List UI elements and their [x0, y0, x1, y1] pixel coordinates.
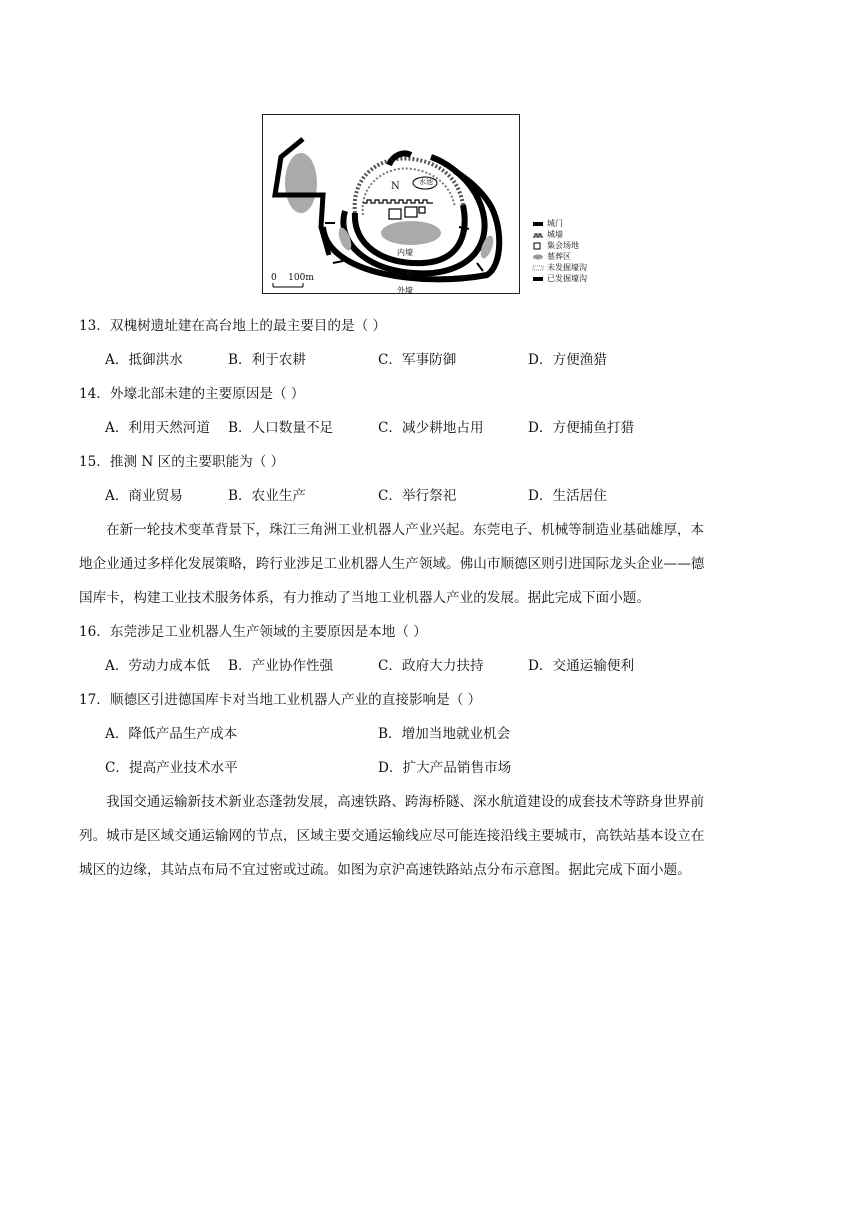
question-15-option-d: D．生活居住: [528, 488, 607, 504]
question-16-option-b: B．产业协作性强: [228, 658, 334, 674]
question-15-option-b: B．农业生产: [228, 488, 306, 504]
scale-label: 0 100m: [271, 273, 314, 283]
north-moat-stub: [389, 153, 411, 165]
question-17-option-d: D．扩大产品销售市场: [378, 760, 512, 776]
question-14-option-d: D．方便捕鱼打猎: [528, 420, 635, 436]
passage-1-line-3: 国库卡，构建工业技术服务体系，有力推动了当地工业机器人产业的发展。据此完成下面小题。: [79, 590, 650, 606]
cemetery-center: [381, 221, 441, 245]
question-17-stem: 17．顺德区引进德国库卡对当地工业机器人产业的直接影响是（ ）: [79, 692, 482, 708]
passage-2-line-2: 列。城市是区域交通运输网的节点，区域主要交通运输线应尽可能连接沿线主要城市，高铁站基本设立在: [79, 828, 705, 844]
city-wall: [363, 200, 433, 203]
question-17-option-c: C．提高产业技术水平: [105, 760, 238, 776]
question-13-option-c: C．军事防御: [378, 352, 457, 368]
question-17-option-b: B．增加当地就业机会: [378, 726, 511, 742]
question-15-option-c: C．举行祭祀: [378, 488, 457, 504]
legend-wall: 城墙: [532, 229, 587, 240]
question-13-stem: 13．双槐树遗址建在高台地上的最主要目的是（ ）: [79, 318, 387, 334]
gate-4: [459, 227, 469, 229]
assembly-square-1: [389, 209, 401, 219]
outer-moat-label: 外壕: [397, 286, 413, 295]
passage-2-line-3: 城区的边缘，其站点布局不宜过密或过疏。如图为京沪高速铁路站点分布示意图。据此完成下面小题。: [79, 862, 691, 878]
assembly-square-2: [405, 207, 417, 217]
square-icon: [532, 242, 544, 250]
inner-moat-label: 内壕: [397, 248, 413, 257]
passage-2-line-1: 我国交通运输新技术新业态蓬勃发展，高速铁路、跨海桥隧、深水航道建设的成套技术等跻身世界前: [106, 794, 705, 810]
cemetery-left: [285, 153, 317, 213]
legend-cemetery: 墓葬区: [532, 251, 587, 262]
assembly-square-3: [419, 207, 425, 213]
gate-icon: [532, 220, 544, 228]
legend-solid-moat: 已发掘壕沟: [532, 273, 587, 284]
gate-3: [477, 263, 483, 271]
question-14-option-b: B．人口数量不足: [228, 420, 334, 436]
question-14-option-c: C．减少耕地占用: [378, 420, 484, 436]
question-15-option-a: A．商业贸易: [105, 488, 183, 504]
question-16-option-a: A．劳动力成本低: [105, 658, 210, 674]
legend-dotted-moat: 未发掘壕沟: [532, 262, 587, 273]
solid-moat-icon: [532, 275, 544, 283]
question-13-option-a: A．抵御洪水: [105, 352, 183, 368]
water-label: 水池: [419, 178, 433, 186]
site-map-drawing: [263, 115, 521, 295]
ellipse-icon: [532, 253, 544, 261]
question-17-option-a: A．降低产品生产成本: [105, 726, 238, 742]
question-15-stem: 15．推测 N 区的主要职能为（ ）: [79, 454, 285, 470]
n-zone-label: N: [391, 181, 400, 192]
question-13-option-d: D．方便渔猎: [528, 352, 607, 368]
site-map: [262, 114, 520, 294]
map-legend: [532, 218, 587, 284]
passage-1-line-1: 在新一轮技术变革背景下，珠江三角洲工业机器人产业兴起。东莞电子、机械等制造业基础雄厚，本: [106, 522, 705, 538]
dotted-moat-icon: [532, 264, 544, 272]
gate-2: [333, 261, 343, 263]
legend-gate: 城门: [532, 218, 587, 229]
passage-1-line-2: 地企业通过多样化发展策略，跨行业涉足工业机器人生产领域。佛山市顺德区则引进国际龙头企业——德: [79, 556, 705, 572]
middle-moat-label: 中壕: [397, 270, 413, 279]
question-16-option-c: C．政府大力扶持: [378, 658, 484, 674]
question-13-option-b: B．利于农耕: [228, 352, 306, 368]
question-14-stem: 14．外壕北部未建的主要原因是（ ）: [79, 386, 305, 402]
question-16-option-d: D．交通运输便利: [528, 658, 635, 674]
question-14-option-a: A．利用天然河道: [105, 420, 210, 436]
site-map-figure: [262, 114, 602, 298]
legend-assembly: 集会场地: [532, 240, 587, 251]
question-16-stem: 16．东莞涉足工业机器人生产领域的主要原因是本地（ ）: [79, 624, 427, 640]
wall-icon: [532, 231, 544, 239]
